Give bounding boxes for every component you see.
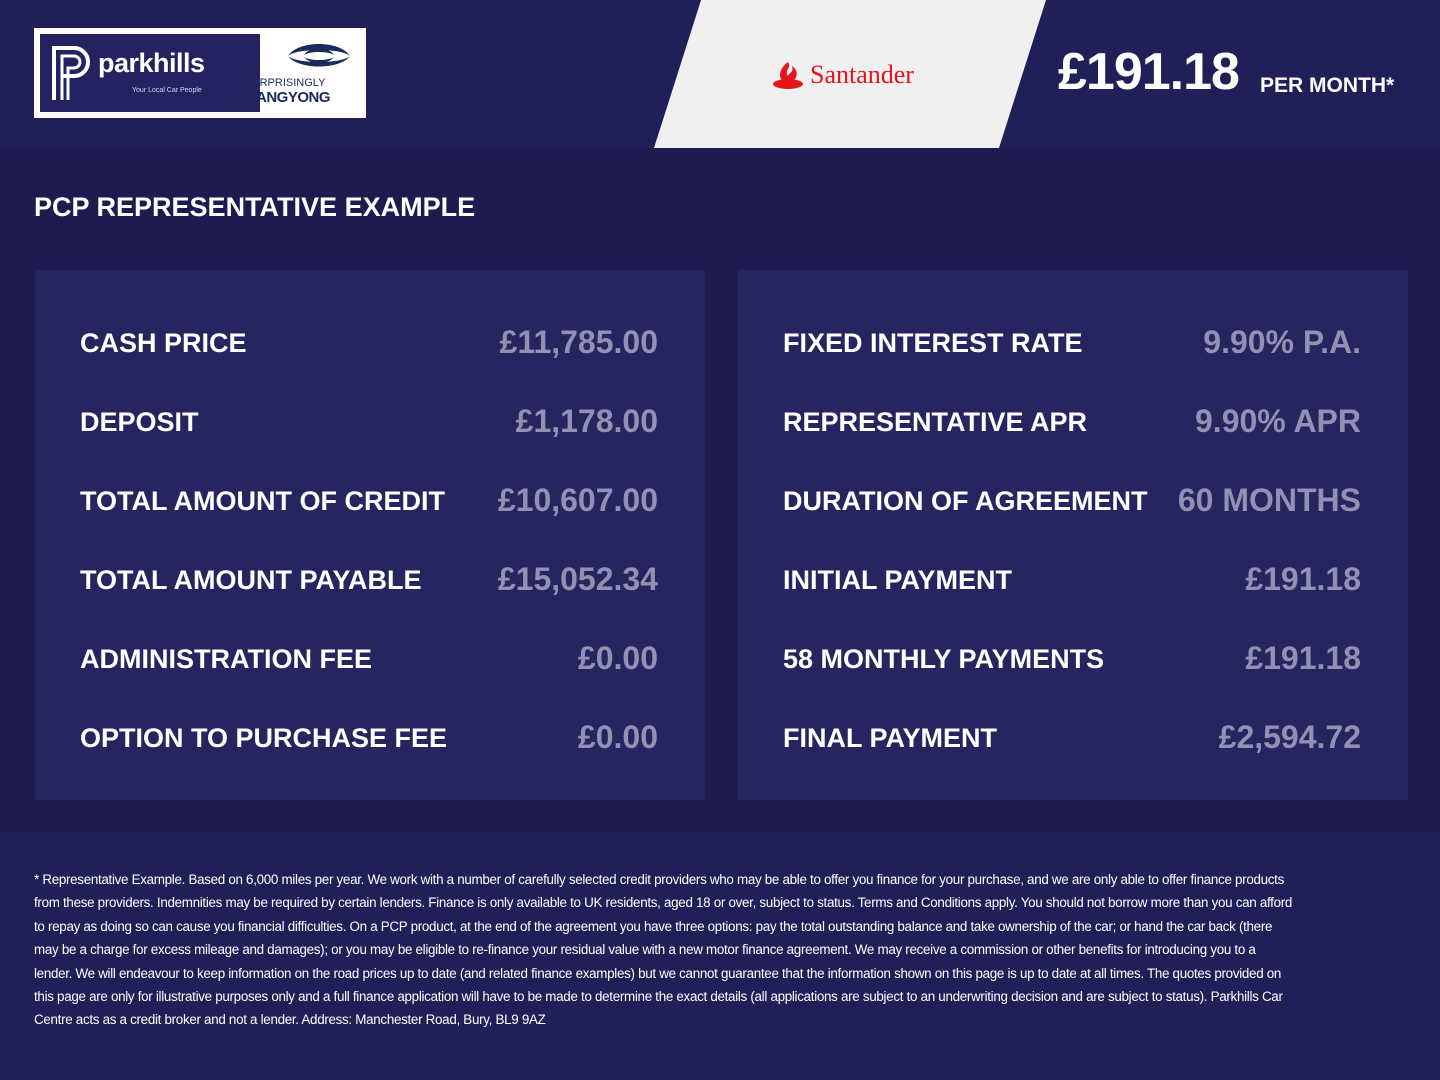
finance-row: [80, 403, 658, 447]
finance-row: [783, 719, 1361, 763]
row-value: £0.00: [577, 640, 658, 676]
parkhills-logo: [40, 34, 260, 112]
brand-name: SSANGYONG: [237, 89, 331, 106]
finance-row: [783, 403, 1361, 447]
dealer-logo-box[interactable]: [34, 28, 366, 118]
row-label: FIXED INTEREST RATE: [783, 328, 1083, 358]
row-value: £191.18: [1245, 561, 1361, 597]
row-label: TOTAL AMOUNT OF CREDIT: [80, 486, 445, 516]
row-value: 9.90% P.A.: [1203, 324, 1361, 360]
row-value: £191.18: [1245, 640, 1361, 676]
row-label: DEPOSIT: [80, 407, 199, 437]
row-value: £10,607.00: [497, 482, 658, 518]
disclaimer-text: * Representative Example. Based on 6,000 miles per year. We work with a number of carefully selected credit providers who may be able to offer you finance for your purchase, and we are only able to offer finance products from these providers. Indemnities may be required by certain lenders. Finance is only available to UK residents, aged 18 or over, subject to status. Terms and Conditions apply. You should not borrow more than you can afford to repay as doing so can cause you financial difficulties. On a PCP product, at the end of the agreement you have three options: pay the total outstanding balance and take ownership of the car; or hand the car back (there may be a charge for excess mileage and damages); or you may be eligible to re-finance your residual value with a new motor finance agreement. We may receive a commission or other benefits for introducing you to a lender. We will endeavour to keep information on the road prices up to date (and related finance examples) but we cannot guarantee that the information shown on this page is up to date at all times. The quotes provided on this page are only for illustrative purposes only and a full finance application will have to be made to determine the exact details (all applications are subject to an underwriting decision and are subject to status). Parkhills Car Centre acts as a credit broker and not a lender. Address: Manchester Road, Bury, BL9 9AZ: [34, 872, 1293, 1028]
finance-row: [80, 640, 658, 684]
finance-row: [80, 324, 658, 368]
finance-row: [783, 482, 1361, 526]
header-bar: [0, 0, 1440, 148]
finance-row: [783, 640, 1361, 684]
row-label: INITIAL PAYMENT: [783, 565, 1013, 595]
row-label: 58 MONTHLY PAYMENTS: [783, 644, 1105, 674]
finance-row: [783, 561, 1361, 605]
row-label: REPRESENTATIVE APR: [783, 407, 1088, 437]
finance-row: [80, 561, 658, 605]
finance-panel-right: [738, 270, 1408, 800]
santander-flame-icon: [772, 60, 804, 90]
row-label: CASH PRICE: [80, 328, 247, 358]
ssangyong-emblem-icon: [282, 38, 356, 72]
row-label: ADMINISTRATION FEE: [80, 644, 372, 674]
dealer-name: parkhills: [98, 48, 205, 78]
finance-row: [80, 482, 658, 526]
row-value: £2,594.72: [1218, 719, 1361, 755]
parkhills-p-icon: [50, 44, 90, 102]
finance-row: [80, 719, 658, 763]
monthly-price: £191.18: [1058, 43, 1239, 101]
row-label: TOTAL AMOUNT PAYABLE: [80, 565, 422, 595]
row-value: £0.00: [577, 719, 658, 755]
finance-panel-left: [35, 270, 705, 800]
dealer-tagline: Your Local Car People: [132, 87, 202, 94]
lender-name: Santander: [810, 60, 914, 89]
footer: [0, 832, 1440, 1080]
row-value: 9.90% APR: [1195, 403, 1361, 439]
price-suffix: PER MONTH*: [1260, 74, 1395, 97]
row-value: £11,785.00: [499, 324, 658, 360]
row-label: OPTION TO PURCHASE FEE: [80, 723, 448, 753]
row-value: 60 MONTHS: [1177, 482, 1361, 518]
finance-row: [783, 324, 1361, 368]
brand-slogan: SSURPRISINGLY: [237, 77, 326, 89]
row-label: DURATION OF AGREEMENT: [783, 486, 1148, 516]
row-value: £15,052.34: [497, 561, 658, 597]
row-value: £1,178.00: [515, 403, 658, 439]
section-title: PCP REPRESENTATIVE EXAMPLE: [34, 192, 476, 222]
row-label: FINAL PAYMENT: [783, 723, 998, 753]
